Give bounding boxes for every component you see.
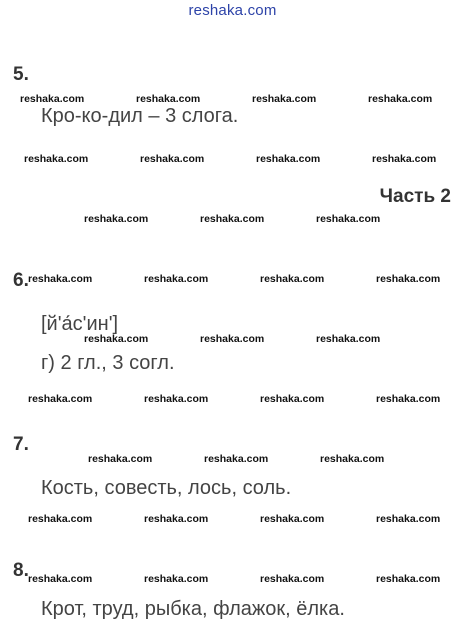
watermark-text: reshaka.com [136, 93, 201, 105]
watermark-text: reshaka.com [84, 213, 149, 225]
watermark-text: reshaka.com [144, 573, 209, 585]
watermark-text: reshaka.com [200, 213, 265, 225]
watermark-text: reshaka.com [28, 513, 93, 525]
watermark-text: reshaka.com [260, 573, 325, 585]
watermark-text: reshaka.com [368, 93, 433, 105]
watermark-text: reshaka.com [320, 453, 385, 465]
watermark-text: reshaka.com [252, 93, 317, 105]
watermark-text: reshaka.com [376, 273, 441, 285]
watermark-text: reshaka.com [28, 573, 93, 585]
watermark-text: reshaka.com [260, 513, 325, 525]
watermark-text: reshaka.com [260, 393, 325, 405]
watermark-text: reshaka.com [28, 273, 93, 285]
site-header-link[interactable]: reshaka.com [188, 2, 277, 19]
watermark-text: reshaka.com [88, 453, 153, 465]
task-answer: Кро-ко-дил – 3 слога. [41, 105, 239, 127]
watermark-text: reshaka.com [316, 333, 381, 345]
watermark-text: reshaka.com [200, 333, 265, 345]
task-number: 5. [13, 64, 29, 85]
task-number: 8. [13, 560, 29, 581]
watermark-text: reshaka.com [316, 213, 381, 225]
task-answer-transcription: [й'а́с'ин'] [41, 313, 119, 335]
watermark-text: reshaka.com [144, 393, 209, 405]
part-title: Часть 2 [379, 186, 451, 207]
watermark-text: reshaka.com [84, 333, 149, 345]
watermark-text: reshaka.com [144, 513, 209, 525]
task-answer: г) 2 гл., 3 согл. [41, 352, 175, 374]
watermark-text: reshaka.com [204, 453, 269, 465]
task-answer: Кость, совесть, лось, соль. [41, 477, 292, 499]
watermark-text: reshaka.com [372, 153, 437, 165]
task-number: 7. [13, 434, 29, 455]
watermark-text: reshaka.com [144, 273, 209, 285]
task-number: 6. [13, 270, 29, 291]
watermark-text: reshaka.com [140, 153, 205, 165]
watermark-text: reshaka.com [376, 393, 441, 405]
watermark-text: reshaka.com [24, 153, 89, 165]
task-answer: Крот, труд, рыбка, флажок, ёлка. [41, 598, 345, 620]
watermark-text: reshaka.com [376, 573, 441, 585]
watermark-text: reshaka.com [20, 93, 85, 105]
watermark-text: reshaka.com [256, 153, 321, 165]
watermark-text: reshaka.com [376, 513, 441, 525]
watermark-text: reshaka.com [260, 273, 325, 285]
watermark-text: reshaka.com [28, 393, 93, 405]
